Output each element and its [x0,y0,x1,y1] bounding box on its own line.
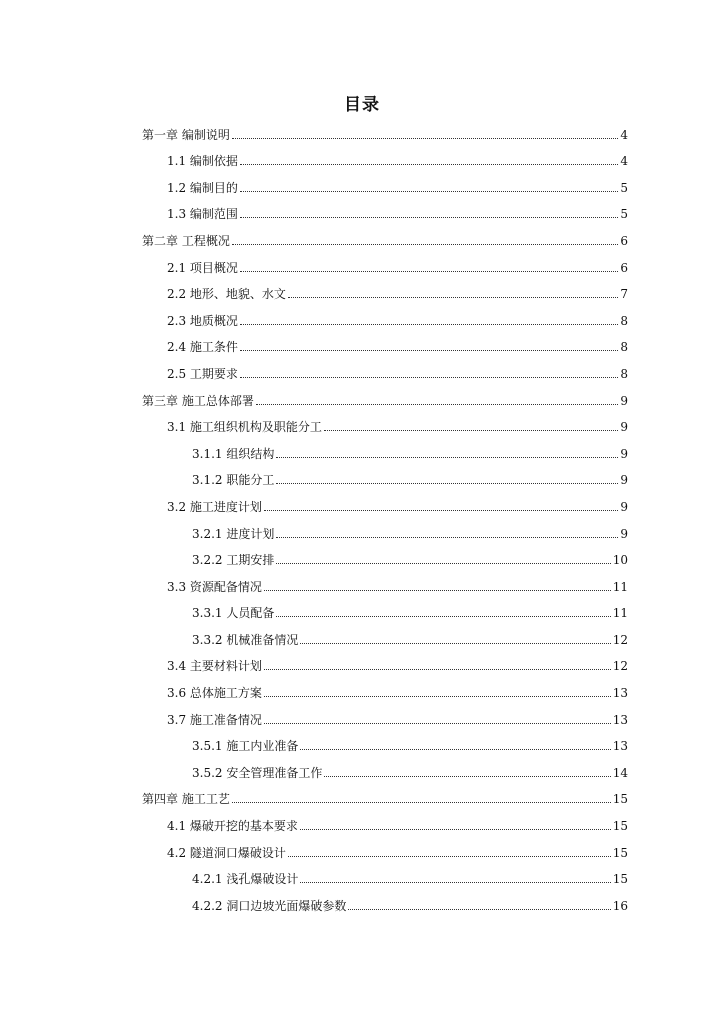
toc-entry-label: 4.2 隧道洞口爆破设计 [167,845,286,860]
toc-page-number: 16 [612,898,628,913]
toc-entry-label: 第三章 施工总体部署 [142,393,254,408]
toc-subsection-entry[interactable] [0,863,724,890]
toc-entry-label: 2.1 项目概况 [167,260,238,275]
toc-page-number: 15 [612,872,628,887]
toc-page-number: 12 [612,659,628,674]
toc-dot-leader [264,589,611,591]
toc-dot-leader [232,243,618,245]
toc-page-number: 9 [620,473,628,488]
toc-page-number: 12 [612,632,628,647]
toc-title: 目录 [344,95,380,115]
toc-dot-leader [240,190,618,192]
toc-dot-leader [300,881,610,883]
toc-entry-label: 3.2.1 进度计划 [192,526,275,541]
toc-subsection-entry[interactable] [0,464,724,491]
toc-entry-label: 4.2.1 浅孔爆破设计 [192,872,299,887]
toc-entry-label: 3.5.2 安全管理准备工作 [192,765,323,780]
toc-page-number: 11 [612,579,628,594]
toc-entry-label: 3.2 施工进度计划 [167,499,262,514]
toc-page-number: 6 [620,233,628,248]
toc-entry-label: 3.7 施工准备情况 [167,712,262,727]
toc-entry-label: 3.1.2 职能分工 [192,473,275,488]
toc-dot-leader [276,456,618,458]
toc-dot-leader [300,748,610,750]
toc-entry-label: 2.4 施工条件 [167,340,238,355]
toc-entry-label: 3.5.1 施工内业准备 [192,739,299,754]
toc-dot-leader [240,216,618,218]
toc-page-number: 15 [612,845,628,860]
toc-page-number: 6 [620,260,628,275]
toc-entry-label: 3.4 主要材料计划 [167,659,262,674]
toc-dot-leader [264,722,611,724]
toc-chapter-entry[interactable] [0,783,724,810]
toc-entry-label: 3.6 总体施工方案 [167,686,262,701]
toc-chapter-entry[interactable] [0,224,724,251]
toc-entry-label: 第二章 工程概况 [142,233,230,248]
toc-page-number: 15 [612,819,628,834]
toc-entry-label: 4.1 爆破开挖的基本要求 [167,819,298,834]
toc-section-entry[interactable] [0,278,724,305]
toc-entry-label: 3.2.2 工期安排 [192,553,275,568]
toc-section-entry[interactable] [0,198,724,225]
toc-section-entry[interactable] [0,703,724,730]
toc-section-entry[interactable] [0,650,724,677]
toc-page-number: 11 [612,606,628,621]
toc-dot-leader [240,163,618,165]
toc-page-number: 9 [620,499,628,514]
toc-page-number: 4 [620,127,628,142]
toc-dot-leader [232,137,618,139]
toc-page-number: 13 [612,686,628,701]
toc-subsection-entry[interactable] [0,437,724,464]
toc-subsection-entry[interactable] [0,623,724,650]
toc-dot-leader [324,775,610,777]
toc-entry-label: 2.3 地质概况 [167,313,238,328]
toc-dot-leader [264,509,618,511]
toc-chapter-entry[interactable] [0,384,724,411]
toc-subsection-entry[interactable] [0,756,724,783]
toc-entry-label: 1.1 编制依据 [167,154,238,169]
toc-chapter-entry[interactable] [0,118,724,145]
toc-page-number: 8 [620,366,628,381]
toc-page-number: 9 [620,420,628,435]
toc-entry-label: 3.1 施工组织机构及职能分工 [167,420,322,435]
toc-page-number: 9 [620,393,628,408]
toc-list [0,118,724,916]
toc-section-entry[interactable] [0,809,724,836]
toc-page-number: 7 [620,287,628,302]
toc-dot-leader [264,668,611,670]
toc-subsection-entry[interactable] [0,730,724,757]
toc-entry-label: 4.2.2 洞口边坡光面爆破参数 [192,898,347,913]
toc-entry-label: 3.3.2 机械准备情况 [192,632,299,647]
toc-subsection-entry[interactable] [0,597,724,624]
toc-dot-leader [256,403,618,405]
toc-page-number: 9 [620,526,628,541]
toc-section-entry[interactable] [0,490,724,517]
toc-dot-leader [240,349,618,351]
toc-entry-label: 3.1.1 组织结构 [192,446,275,461]
toc-page-number: 4 [620,154,628,169]
toc-section-entry[interactable] [0,676,724,703]
toc-section-entry[interactable] [0,570,724,597]
toc-dot-leader [240,323,618,325]
toc-page-number: 13 [612,739,628,754]
toc-section-entry[interactable] [0,251,724,278]
toc-entry-label: 2.2 地形、地貌、水文 [167,287,286,302]
toc-page-number: 5 [620,180,628,195]
toc-entry-label: 3.3.1 人员配备 [192,606,275,621]
toc-subsection-entry[interactable] [0,544,724,571]
toc-dot-leader [276,482,618,484]
toc-dot-leader [300,642,610,644]
toc-page-number: 8 [620,340,628,355]
toc-entry-label: 第一章 编制说明 [142,127,230,142]
toc-dot-leader [276,536,618,538]
toc-dot-leader [232,801,611,803]
toc-page-number: 5 [620,207,628,222]
toc-subsection-entry[interactable] [0,517,724,544]
toc-dot-leader [276,562,610,564]
toc-page-number: 10 [612,553,628,568]
toc-page-number: 8 [620,313,628,328]
toc-dot-leader [276,615,610,617]
toc-page-number: 9 [620,446,628,461]
toc-entry-label: 第四章 施工工艺 [142,792,230,807]
toc-section-entry[interactable] [0,411,724,438]
toc-page-number: 15 [612,792,628,807]
toc-dot-leader [300,828,611,830]
toc-subsection-entry[interactable] [0,889,724,916]
toc-dot-leader [240,270,618,272]
toc-page-number: 14 [612,765,628,780]
toc-section-entry[interactable] [0,331,724,358]
toc-page-number: 13 [612,712,628,727]
toc-section-entry[interactable] [0,304,724,331]
toc-dot-leader [264,695,611,697]
toc-dot-leader [288,855,611,857]
toc-dot-leader [324,429,618,431]
toc-section-entry[interactable] [0,836,724,863]
toc-dot-leader [288,296,618,298]
toc-entry-label: 3.3 资源配备情况 [167,579,262,594]
toc-section-entry[interactable] [0,357,724,384]
toc-section-entry[interactable] [0,171,724,198]
toc-entry-label: 1.3 编制范围 [167,207,238,222]
toc-section-entry[interactable] [0,145,724,172]
toc-entry-label: 1.2 编制目的 [167,180,238,195]
toc-dot-leader [348,908,610,910]
toc-entry-label: 2.5 工期要求 [167,366,238,381]
toc-dot-leader [240,376,618,378]
